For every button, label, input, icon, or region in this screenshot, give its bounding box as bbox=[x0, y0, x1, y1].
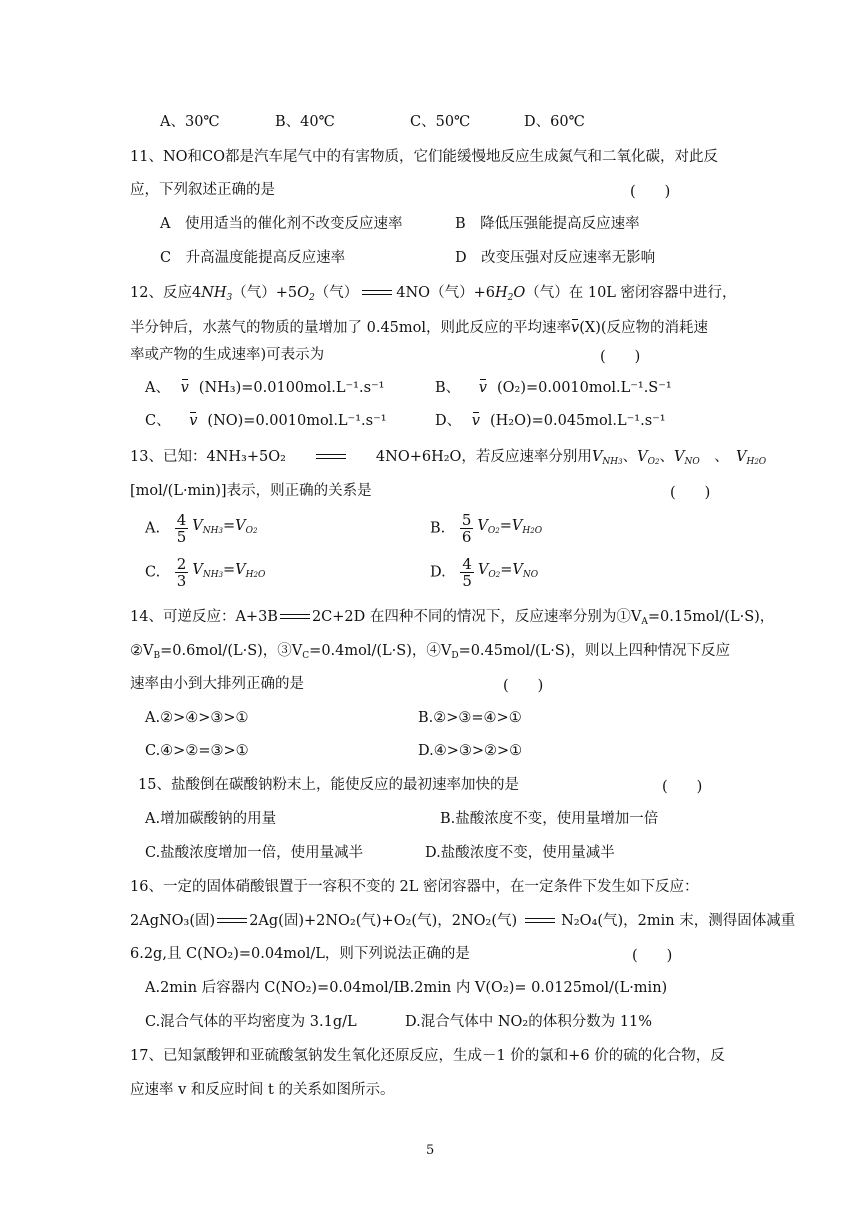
v-bar-symbol: v bbox=[189, 413, 198, 429]
formula-b: $V_{O2}=V_{H2O}$ bbox=[477, 518, 543, 536]
fraction-4-5: $\frac{4}{5}$ bbox=[176, 511, 187, 546]
q15-option-a: A.增加碳酸钠的用量 bbox=[145, 811, 277, 827]
v-bar-symbol: v bbox=[471, 413, 480, 429]
q14-stem-part7: =0.45mol/(L·S)，则以上四种情况下反应 bbox=[458, 643, 730, 659]
v-h2o-symbol: $V_{H2O}$ bbox=[735, 449, 767, 467]
q13-option-b bbox=[430, 512, 542, 545]
q16-option-a: A.2min 后容器内 C(NO₂)=0.04mol/L bbox=[145, 980, 404, 996]
q17-stem-line1: 17、已知氯酸钾和亚硫酸氢钠发生氧化还原反应，生成－1 价的氯和+6 价的硫的化合物，反 bbox=[130, 1048, 725, 1064]
q14-option-b: B.②>③=④>① bbox=[418, 710, 522, 726]
q16-option-d: D.混合气体中 NO₂的体积分数为 11% bbox=[405, 1014, 653, 1030]
q16-stem-line2 bbox=[130, 911, 795, 931]
fraction-5-6: $\frac{5}{6}$ bbox=[461, 511, 472, 546]
q12-option-b-label: B、 bbox=[435, 380, 461, 396]
nh3-formula: $NH_3$ bbox=[201, 285, 233, 303]
v-nh3-symbol: $V_{NH3}$ bbox=[591, 449, 623, 467]
q10-option-a: A、30℃ bbox=[160, 114, 220, 130]
q13-stem-part1: 13、已知：4NH₃+5O₂ bbox=[130, 449, 286, 465]
q15-option-b: B.盐酸浓度不变，使用量增加一倍 bbox=[440, 811, 659, 827]
q16-option-b: B.2min 内 V(O₂)= 0.0125mol/(L·min) bbox=[399, 980, 668, 996]
q12-option-c-text: (NO)=0.0010mol.L⁻¹.s⁻¹ bbox=[207, 413, 387, 429]
equilibrium-arrow-icon bbox=[362, 289, 392, 297]
q13-stem-part2: 4NO+6H₂O，若反应速率分别用 bbox=[375, 449, 592, 465]
q11-stem-line1: 11、NO和CO都是汽车尾气中的有害物质，它们能缓慢地反应生成氮气和二氧化碳，对此反 bbox=[130, 149, 719, 165]
formula-c: $V_{NH3}=V_{H2O}$ bbox=[192, 562, 266, 580]
q14-option-c: C.④>②=③>① bbox=[145, 743, 249, 759]
q12-stem-part1: 12、反应4 bbox=[130, 285, 202, 301]
q11-option-c: C 升高温度能提高反应速率 bbox=[160, 250, 346, 266]
q14-stem-part4: ②V bbox=[130, 643, 154, 659]
q11-option-b: B 降低压强能提高反应速率 bbox=[455, 216, 640, 232]
fraction-2-3: $\frac{2}{3}$ bbox=[176, 555, 187, 590]
q13-stem-line1: 13、已知：4NH₃+5O₂ 4NO+6H₂O，若反应速率分别用$V_{NH3}$、$V_{O2}$、$V_{NO}$ 、 $V_{H2O}$ bbox=[130, 449, 767, 467]
q13-answer-paren: ( ) bbox=[670, 485, 711, 501]
q14-stem-part5: =0.6mol/(L·S)，③V bbox=[160, 643, 303, 659]
q16-stem-part2: 2Ag(固)+2NO₂(气)+O₂(气)，2NO₂(气) bbox=[249, 913, 518, 929]
q15-option-c: C.盐酸浓度增加一倍，使用量减半 bbox=[145, 845, 364, 861]
q16-stem-line1: 16、一定的固体硝酸银置于一容积不变的 2L 密闭容器中，在一定条件下发生如下反应： bbox=[130, 879, 699, 895]
q12-option-c bbox=[145, 411, 387, 431]
q15-answer-paren: ( ) bbox=[662, 779, 703, 795]
q10-option-b: B、40℃ bbox=[275, 114, 335, 130]
fraction-4-5: $\frac{4}{5}$ bbox=[462, 555, 472, 590]
h2o-formula: $H_2O$ bbox=[494, 285, 526, 303]
q14-stem-part1: 14、可逆反应：A+3B bbox=[130, 609, 278, 625]
v-o2-symbol: $V_{O2}$ bbox=[637, 449, 660, 467]
q14-stem-part2: 2C+2D 在四种不同的情况下，反应速率分别为①V bbox=[311, 609, 642, 625]
q15-option-d: D.盐酸浓度不变，使用量减半 bbox=[425, 845, 615, 861]
q12-stem-line3: 率或产物的生成速率)可表示为 bbox=[130, 347, 325, 363]
q12-option-d bbox=[435, 411, 666, 431]
equilibrium-arrow-icon bbox=[525, 917, 555, 925]
q12-option-b bbox=[435, 378, 672, 398]
q12-stem-part2: （气）+5 bbox=[232, 285, 298, 301]
q12-stem-part4: 4NO（气）+6 bbox=[396, 285, 495, 301]
q12-stem-part6: 半分钟后，水蒸气的物质的量增加了 0.45mol，则此反应的平均速率 bbox=[130, 320, 572, 336]
q13-option-a bbox=[145, 512, 257, 545]
q13-option-b-label: B. bbox=[430, 520, 446, 537]
q16-stem-part1: 2AgNO₃(固) bbox=[130, 913, 216, 929]
q17-stem-line2: 应速率 v 和反应时间 t 的关系如图所示。 bbox=[130, 1082, 395, 1098]
q13-stem-line2: [mol/(L·min)]表示，则正确的关系是 bbox=[130, 483, 372, 499]
q12-option-d-text: (H₂O)=0.045mol.L⁻¹.s⁻¹ bbox=[489, 413, 666, 429]
q14-option-a: A.②>④>③>① bbox=[145, 710, 249, 726]
q13-option-c bbox=[145, 556, 265, 589]
q13-option-c-label: C. bbox=[145, 564, 161, 581]
q12-stem-part7: (X)(反应物的消耗速 bbox=[579, 320, 709, 336]
q14-stem-part6: =0.4mol/(L·S)，④V bbox=[309, 643, 452, 659]
q12-option-a bbox=[145, 378, 384, 398]
q14-stem-line1: 14、可逆反应：A+3B 2C+2D 在四种不同的情况下，反应速率分别为$①V_A=0.15mol/(L\cdot S)$， bbox=[130, 609, 775, 627]
q13-option-a-label: A. bbox=[145, 520, 161, 537]
v-no-symbol: $V_{NO}$ bbox=[673, 449, 700, 467]
q16-stem-line3: 6.2g,且 C(NO₂)=0.04mol/L，则下列说法正确的是 bbox=[130, 946, 470, 962]
q13-option-d-label: D. bbox=[430, 564, 446, 581]
v-bar-symbol: v bbox=[180, 380, 189, 396]
formula-a: $V_{NH3}=V_{O2}$ bbox=[192, 518, 258, 536]
formula-d: $V_{O2}=V_{NO}$ bbox=[477, 562, 539, 580]
equilibrium-arrow-icon bbox=[316, 453, 346, 461]
q15-stem-line1: 15、盐酸倒在碳酸钠粉末上，能使反应的最初速率加快的是 bbox=[138, 777, 519, 793]
equilibrium-arrow-icon bbox=[280, 613, 310, 621]
q14-stem-part3: =0.15mol/(L·S)， bbox=[647, 609, 775, 625]
v-bar-symbol: v bbox=[478, 380, 487, 396]
q14-stem-line2: $②V_B=0.6mol/(L\cdot S)$，$③V_C=0.4mol/(L\cdot S)$，$④V_D=0.45mol/(L\cdot S)$，则以上四种情况下反应 bbox=[130, 643, 730, 661]
q10-option-d: D、60℃ bbox=[524, 114, 585, 130]
q14-stem-line3: 速率由小到大排列正确的是 bbox=[130, 676, 304, 692]
q11-option-a: A 使用适当的催化剂不改变反应速率 bbox=[160, 216, 403, 232]
equilibrium-arrow-icon bbox=[217, 917, 247, 925]
q12-option-a-label: A、 bbox=[145, 380, 170, 396]
q12-option-c-label: C、 bbox=[145, 413, 171, 429]
q12-option-b-text: (O₂)=0.0010mol.L⁻¹.S⁻¹ bbox=[496, 380, 672, 396]
q14-answer-paren: ( ) bbox=[503, 678, 544, 694]
q10-option-c: C、50℃ bbox=[410, 114, 471, 130]
q12-stem-line2 bbox=[130, 318, 708, 338]
q11-answer-paren: ( ) bbox=[630, 184, 671, 200]
q12-option-a-text: (NH₃)=0.0100mol.L⁻¹.s⁻¹ bbox=[198, 380, 385, 396]
q12-stem-part5: （气）在 10L 密闭容器中进行， bbox=[525, 285, 737, 301]
q11-option-d: D 改变压强对反应速率无影响 bbox=[455, 250, 656, 266]
q12-stem-part3: （气） bbox=[314, 285, 359, 301]
o2-formula: $O_2$ bbox=[297, 285, 315, 303]
page-number: 5 bbox=[426, 1143, 435, 1158]
q16-stem-part3: N₂O₄(气)，2min 末，测得固体减重 bbox=[561, 913, 796, 929]
q12-option-d-label: D、 bbox=[435, 413, 462, 429]
q14-option-d: D.④>③>②>① bbox=[418, 743, 523, 759]
q12-answer-paren: ( ) bbox=[600, 349, 641, 365]
q13-option-d bbox=[430, 556, 538, 589]
v-bar-symbol: v bbox=[571, 320, 580, 336]
q11-stem-line2: 应，下列叙述正确的是 bbox=[130, 182, 275, 198]
q16-option-c: C.混合气体的平均密度为 3.1g/L bbox=[145, 1014, 357, 1030]
q12-stem-line1 bbox=[130, 283, 737, 308]
q16-answer-paren: ( ) bbox=[632, 948, 673, 964]
